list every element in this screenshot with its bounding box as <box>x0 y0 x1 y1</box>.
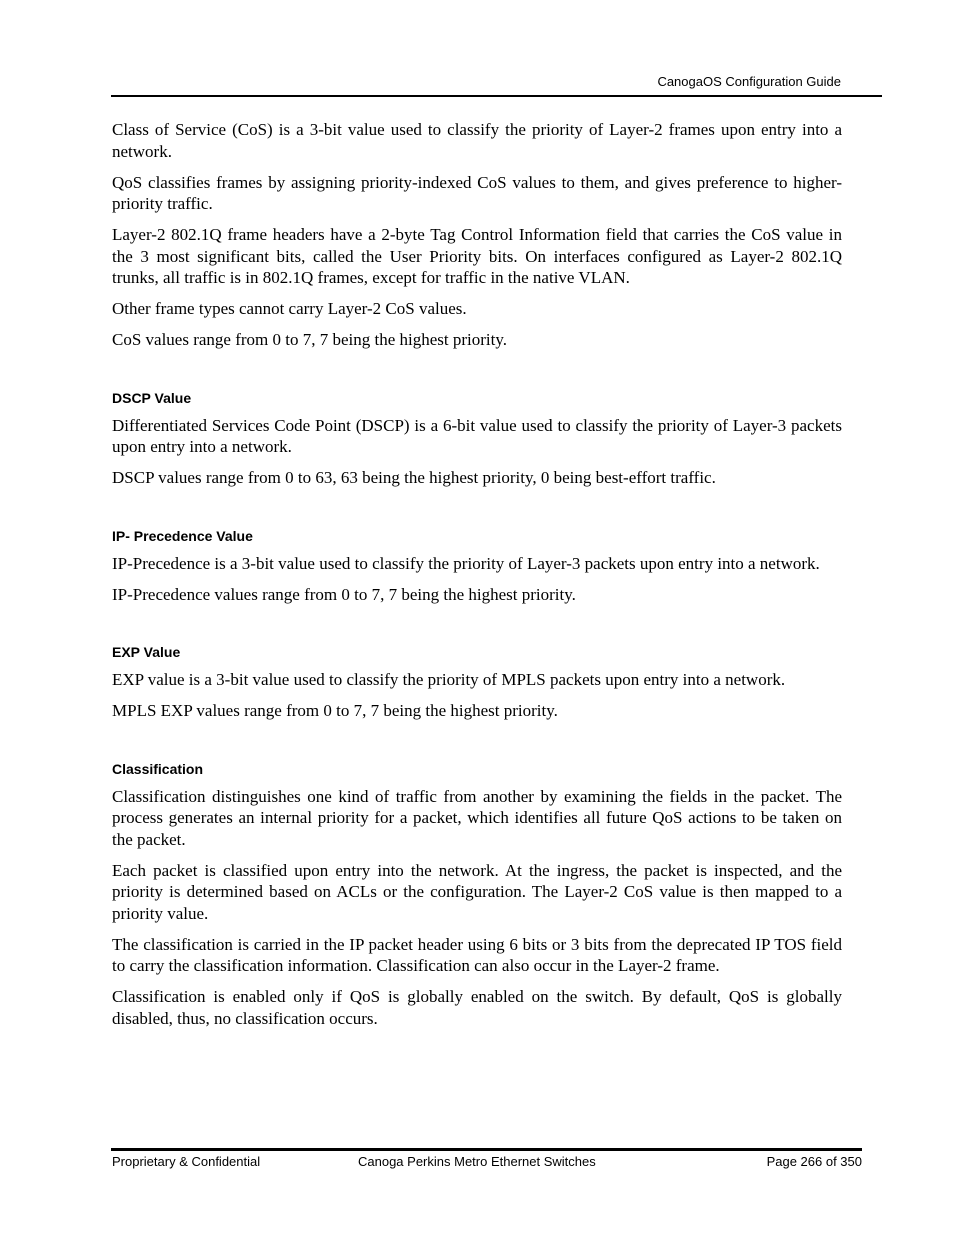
paragraph: Layer-2 802.1Q frame headers have a 2-byte Tag Control Information field that carries the CoS value in the 3 most significant bits, called the User Priority bits. On interfaces configured as Layer-2 802.1Q trunks, all traffic is in 802.1Q frames, except for traffic in the native VLAN. <box>112 225 842 287</box>
section-heading: DSCP Value <box>112 389 192 406</box>
paragraph: Each packet is classified upon entry into the network. At the ingress, the packet is inspected, and the priority is determined based on ACLs or the configuration. The Layer-2 CoS value is then mapped to a priority value. <box>112 860 842 923</box>
footer-product: Canoga Perkins Metro Ethernet Switches <box>358 1154 596 1169</box>
paragraph: QoS classifies frames by assigning priority-indexed CoS values to them, and gives preference to higher-priority traffic. <box>112 172 842 213</box>
paragraph: Differentiated Services Code Point (DSCP) is a 6-bit value used to classify the priority of Layer-3 packets upon entry into a network. <box>112 415 842 456</box>
paragraph: IP-Precedence is a 3-bit value used to classify the priority of Layer-3 packets upon entry into a network. <box>112 553 820 573</box>
section-classification <box>112 761 842 1030</box>
section-exp-value <box>112 644 842 722</box>
paragraph: Other frame types cannot carry Layer-2 CoS values. <box>112 299 467 318</box>
intro-section <box>112 119 842 351</box>
page-number: Page 266 of 350 <box>766 1154 862 1169</box>
paragraph: MPLS EXP values range from 0 to 7, 7 being the highest priority. <box>112 701 558 720</box>
section-heading: EXP Value <box>112 644 181 660</box>
section-dscp-value <box>112 390 842 489</box>
footer-divider <box>111 1148 862 1151</box>
paragraph: IP-Precedence values range from 0 to 7, 7 being the highest priority. <box>112 584 576 604</box>
paragraph: Classification distinguishes one kind of traffic from another by examining the fields in the packet. The process generates an internal priority for a packet, which identifies all future QoS actions to be taken on the packet. <box>112 786 842 849</box>
section-ip-precedence-value <box>112 528 842 606</box>
page-body <box>112 119 842 1039</box>
section-heading: IP- Precedence Value <box>112 527 253 544</box>
paragraph: Class of Service (CoS) is a 3-bit value used to classify the priority of Layer-2 frames upon entry into a network. <box>112 120 842 161</box>
paragraph: Classification is enabled only if QoS is globally enabled on the switch. By default, QoS is globally disabled, thus, no classification occurs. <box>112 987 842 1028</box>
document-title: CanogaOS Configuration Guide <box>657 74 841 89</box>
paragraph: EXP value is a 3-bit value used to classify the priority of MPLS packets upon entry into a network. <box>112 670 786 689</box>
header-divider <box>111 95 882 97</box>
section-heading: Classification <box>112 760 204 777</box>
footer-confidentiality: Proprietary & Confidential <box>112 1154 261 1169</box>
paragraph: CoS values range from 0 to 7, 7 being the highest priority. <box>112 330 508 349</box>
paragraph: DSCP values range from 0 to 63, 63 being the highest priority, 0 being best-effort traffic. <box>112 468 716 487</box>
paragraph: The classification is carried in the IP packet header using 6 bits or 3 bits from the deprecated IP TOS field to carry the classification information. Classification can also occur in the Layer-2 frame. <box>112 934 842 975</box>
